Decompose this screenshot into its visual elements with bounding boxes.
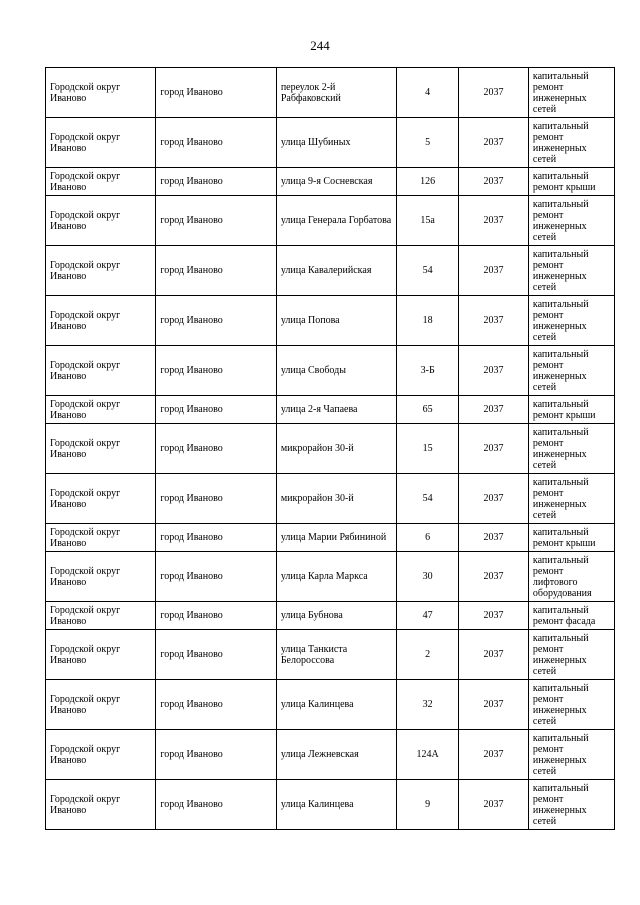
year-cell: 2037	[459, 346, 529, 396]
table-row	[46, 524, 615, 552]
house-cell: 54	[397, 474, 459, 524]
district-cell: Городской округ Иваново	[46, 780, 156, 830]
street-cell: улица Кавалерийская	[276, 246, 396, 296]
house-cell: 65	[397, 396, 459, 424]
year-cell: 2037	[459, 396, 529, 424]
house-cell: 6	[397, 524, 459, 552]
table-row	[46, 680, 615, 730]
street-cell: улица Бубнова	[276, 602, 396, 630]
district-cell: Городской округ Иваново	[46, 246, 156, 296]
street-cell: улица Лежневская	[276, 730, 396, 780]
year-cell: 2037	[459, 630, 529, 680]
table-row	[46, 730, 615, 780]
work-type-cell: капитальный ремонт крыши	[528, 524, 614, 552]
table-row	[46, 346, 615, 396]
city-cell: город Иваново	[156, 68, 276, 118]
city-cell: город Иваново	[156, 630, 276, 680]
street-cell: улица Свободы	[276, 346, 396, 396]
city-cell: город Иваново	[156, 602, 276, 630]
street-cell: улица Карла Маркса	[276, 552, 396, 602]
work-type-cell: капитальный ремонт инженерных сетей	[528, 346, 614, 396]
district-cell: Городской округ Иваново	[46, 196, 156, 246]
year-cell: 2037	[459, 118, 529, 168]
street-cell: улица Генерала Горбатова	[276, 196, 396, 246]
district-cell: Городской округ Иваново	[46, 396, 156, 424]
year-cell: 2037	[459, 196, 529, 246]
district-cell: Городской округ Иваново	[46, 524, 156, 552]
street-cell: улица 2-я Чапаева	[276, 396, 396, 424]
work-type-cell: капитальный ремонт крыши	[528, 396, 614, 424]
city-cell: город Иваново	[156, 680, 276, 730]
city-cell: город Иваново	[156, 168, 276, 196]
district-cell: Городской округ Иваново	[46, 680, 156, 730]
house-cell: 5	[397, 118, 459, 168]
district-cell: Городской округ Иваново	[46, 552, 156, 602]
work-type-cell: капитальный ремонт лифтового оборудования	[528, 552, 614, 602]
year-cell: 2037	[459, 780, 529, 830]
street-cell: микрорайон 30-й	[276, 474, 396, 524]
house-cell: 15	[397, 424, 459, 474]
house-cell: 30	[397, 552, 459, 602]
district-cell: Городской округ Иваново	[46, 296, 156, 346]
district-cell: Городской округ Иваново	[46, 474, 156, 524]
table-row	[46, 168, 615, 196]
district-cell: Городской округ Иваново	[46, 424, 156, 474]
street-cell: переулок 2-й Рабфаковский	[276, 68, 396, 118]
city-cell: город Иваново	[156, 524, 276, 552]
table-row	[46, 424, 615, 474]
street-cell: микрорайон 30-й	[276, 424, 396, 474]
table-row	[46, 68, 615, 118]
district-cell: Городской округ Иваново	[46, 602, 156, 630]
table-row	[46, 474, 615, 524]
street-cell: улица Калинцева	[276, 680, 396, 730]
year-cell: 2037	[459, 296, 529, 346]
table-body	[46, 68, 615, 830]
house-cell: 47	[397, 602, 459, 630]
year-cell: 2037	[459, 552, 529, 602]
work-type-cell: капитальный ремонт инженерных сетей	[528, 630, 614, 680]
year-cell: 2037	[459, 474, 529, 524]
house-cell: 2	[397, 630, 459, 680]
year-cell: 2037	[459, 246, 529, 296]
district-cell: Городской округ Иваново	[46, 346, 156, 396]
city-cell: город Иваново	[156, 246, 276, 296]
district-cell: Городской округ Иваново	[46, 630, 156, 680]
work-type-cell: капитальный ремонт инженерных сетей	[528, 296, 614, 346]
street-cell: улица 9-я Сосневская	[276, 168, 396, 196]
year-cell: 2037	[459, 602, 529, 630]
page-number: 244	[310, 38, 330, 53]
district-cell: Городской округ Иваново	[46, 118, 156, 168]
year-cell: 2037	[459, 424, 529, 474]
house-cell: 126	[397, 168, 459, 196]
year-cell: 2037	[459, 68, 529, 118]
city-cell: город Иваново	[156, 196, 276, 246]
house-cell: 54	[397, 246, 459, 296]
city-cell: город Иваново	[156, 780, 276, 830]
work-type-cell: капитальный ремонт фасада	[528, 602, 614, 630]
house-cell: 15а	[397, 196, 459, 246]
work-type-cell: капитальный ремонт инженерных сетей	[528, 474, 614, 524]
house-cell: 124А	[397, 730, 459, 780]
repair-schedule-table	[45, 67, 615, 830]
table-row	[46, 118, 615, 168]
year-cell: 2037	[459, 524, 529, 552]
year-cell: 2037	[459, 168, 529, 196]
district-cell: Городской округ Иваново	[46, 68, 156, 118]
work-type-cell: капитальный ремонт инженерных сетей	[528, 730, 614, 780]
work-type-cell: капитальный ремонт инженерных сетей	[528, 196, 614, 246]
city-cell: город Иваново	[156, 474, 276, 524]
work-type-cell: капитальный ремонт инженерных сетей	[528, 780, 614, 830]
street-cell: улица Попова	[276, 296, 396, 346]
house-cell: 18	[397, 296, 459, 346]
work-type-cell: капитальный ремонт крыши	[528, 168, 614, 196]
city-cell: город Иваново	[156, 346, 276, 396]
city-cell: город Иваново	[156, 730, 276, 780]
city-cell: город Иваново	[156, 118, 276, 168]
table-row	[46, 296, 615, 346]
work-type-cell: капитальный ремонт инженерных сетей	[528, 118, 614, 168]
work-type-cell: капитальный ремонт инженерных сетей	[528, 246, 614, 296]
table-row	[46, 780, 615, 830]
house-cell: 32	[397, 680, 459, 730]
city-cell: город Иваново	[156, 396, 276, 424]
year-cell: 2037	[459, 730, 529, 780]
work-type-cell: капитальный ремонт инженерных сетей	[528, 424, 614, 474]
street-cell: улица Танкиста Белороссова	[276, 630, 396, 680]
table-row	[46, 630, 615, 680]
street-cell: улица Калинцева	[276, 780, 396, 830]
house-cell: 4	[397, 68, 459, 118]
city-cell: город Иваново	[156, 296, 276, 346]
house-cell: 9	[397, 780, 459, 830]
work-type-cell: капитальный ремонт инженерных сетей	[528, 680, 614, 730]
city-cell: город Иваново	[156, 424, 276, 474]
street-cell: улица Шубиных	[276, 118, 396, 168]
district-cell: Городской округ Иваново	[46, 168, 156, 196]
table-row	[46, 396, 615, 424]
year-cell: 2037	[459, 680, 529, 730]
street-cell: улица Марии Рябининой	[276, 524, 396, 552]
work-type-cell: капитальный ремонт инженерных сетей	[528, 68, 614, 118]
district-cell: Городской округ Иваново	[46, 730, 156, 780]
city-cell: город Иваново	[156, 552, 276, 602]
table-row	[46, 196, 615, 246]
house-cell: 3-Б	[397, 346, 459, 396]
table-row	[46, 552, 615, 602]
table-row	[46, 602, 615, 630]
table-row	[46, 246, 615, 296]
